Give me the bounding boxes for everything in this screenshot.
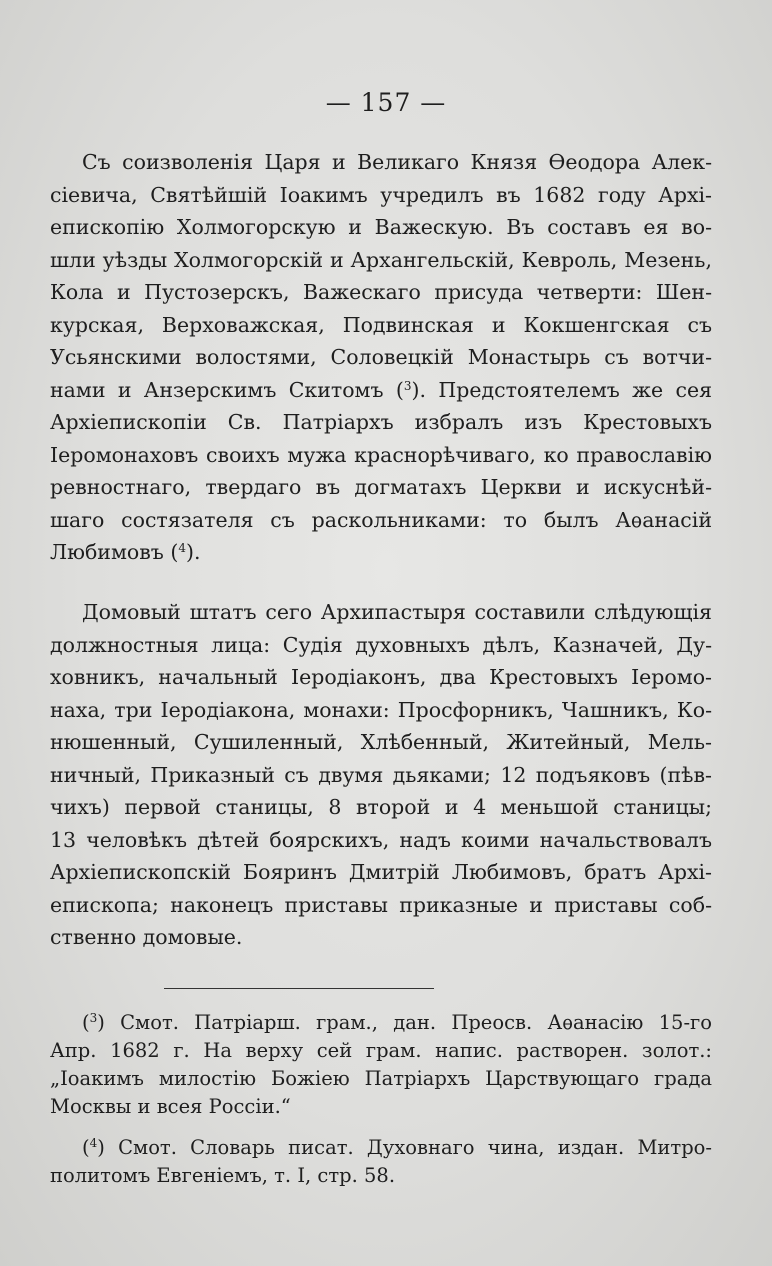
text-line: Архіепископіи Св. Патріархъ избралъ изъ Крестовыхъ <box>50 410 712 434</box>
paragraph-2 <box>50 596 712 954</box>
text-fragment: . <box>194 540 201 564</box>
text-line: шли уѣзды Холмогорскій и Архангельскій, Кевроль, Мезень, <box>50 247 712 272</box>
text-line: ственно домовые. <box>50 925 243 949</box>
text-line: епископію Холмогорскую и Важескую. Въ составъ ея во- <box>50 215 712 239</box>
text-line: ревностнаго, твердаго въ догматахъ Церкви и искуснѣй- <box>50 475 712 499</box>
footnote-line: Апр. 1682 г. На верху сей грам. напис. растворен. золот.: <box>50 1039 712 1062</box>
footnote-ref: 4 <box>178 541 186 555</box>
page-number: — 157 — <box>325 88 447 117</box>
footnote-4 <box>50 1134 712 1190</box>
text-line: Кола и Пустозерскъ, Важескаго присуда четверти: Шен- <box>50 280 712 304</box>
text-line-with-footnote: Любимовъ ($^4$). <box>50 540 201 564</box>
text-line: Архіепископскій Бояринъ Дмитрій Любимовъ, братъ Архі- <box>50 860 712 884</box>
footnote-line: политомъ Евгеніемъ, т. I, стр. 58. <box>50 1164 396 1187</box>
paragraph-1 <box>50 146 712 569</box>
footnote-ref: 3 <box>403 378 412 393</box>
text-fragment: Любимовъ <box>50 540 164 564</box>
text-line: ховникъ, начальный Іеродіаконъ, два Крестовыхъ Іеромо- <box>50 665 712 689</box>
text-fragment: Смот. Патріарш. грам., дан. Преосв. Аѳанасію 15-го <box>120 1011 712 1034</box>
text-line: сіевича, Святѣйшій Іоакимъ учредилъ въ 1682 году Архі- <box>50 182 712 207</box>
footnote-line: ($^4$) Смот. Словарь писат. Духовнаго чина, издан. Митро- <box>82 1136 712 1159</box>
footnote-label: 3 <box>89 1011 98 1025</box>
text-line: ничный, Приказный съ двумя дьяками; 12 подъяковъ (пѣв- <box>50 762 712 787</box>
footnote-line: ($^3$) Смот. Патріарш. грам., дан. Преосв. Аѳанасію 15-го <box>82 1011 712 1034</box>
text-fragment: Смот. Словарь писат. Духовнаго чина, издан. Митро- <box>118 1136 712 1159</box>
text-line: Іеромонаховъ своихъ мужа краснорѣчиваго, ко православію <box>50 442 712 467</box>
footnote-label: 4 <box>89 1136 98 1150</box>
text-line: курская, Верховажская, Подвинская и Кокшенгская съ <box>50 312 712 337</box>
text-line: чихъ) первой станицы, 8 второй и 4 меньшой станицы; <box>50 795 712 819</box>
text-line: Усьянскими волостями, Соловецкій Монастырь съ вотчи- <box>50 345 712 369</box>
text-fragment: . Предстоятелемъ же сея <box>419 377 712 402</box>
text-line: должностныя лица: Судія духовныхъ дѣлъ, Казначей, Ду- <box>50 632 712 657</box>
text-line-with-footnote: нами и Анзерскимъ Скитомъ ($^3$). Предстоятелемъ же сея <box>50 377 712 402</box>
text-line: 13 человѣкъ дѣтей боярскихъ, надъ коими начальствовалъ <box>50 827 712 852</box>
footnote-line: Москвы и всея Россіи.“ <box>50 1095 291 1118</box>
text-line: шаго состязателя съ раскольниками: то былъ Аѳанасій <box>50 507 712 532</box>
footnote-line: „Іоакимъ милостію Божіею Патріархъ Царствующаго града <box>50 1067 712 1090</box>
text-line: Домовый штатъ сего Архипастыря составили слѣдующія <box>82 600 712 624</box>
footnote-separator <box>164 988 434 989</box>
text-line: епископа; наконецъ приставы приказные и приставы соб- <box>50 892 712 917</box>
footnote-3 <box>50 1009 712 1121</box>
text-line: нюшенный, Сушиленный, Хлѣбенный, Житейный, Мель- <box>50 730 712 754</box>
text-fragment: нами и Анзерскимъ Скитомъ <box>50 377 384 402</box>
text-line: наха, три Іеродіакона, монахи: Просфорникъ, Чашникъ, Ко- <box>50 697 712 722</box>
text-line: Съ соизволенія Царя и Великаго Князя Ѳеодора Алек- <box>82 150 712 174</box>
